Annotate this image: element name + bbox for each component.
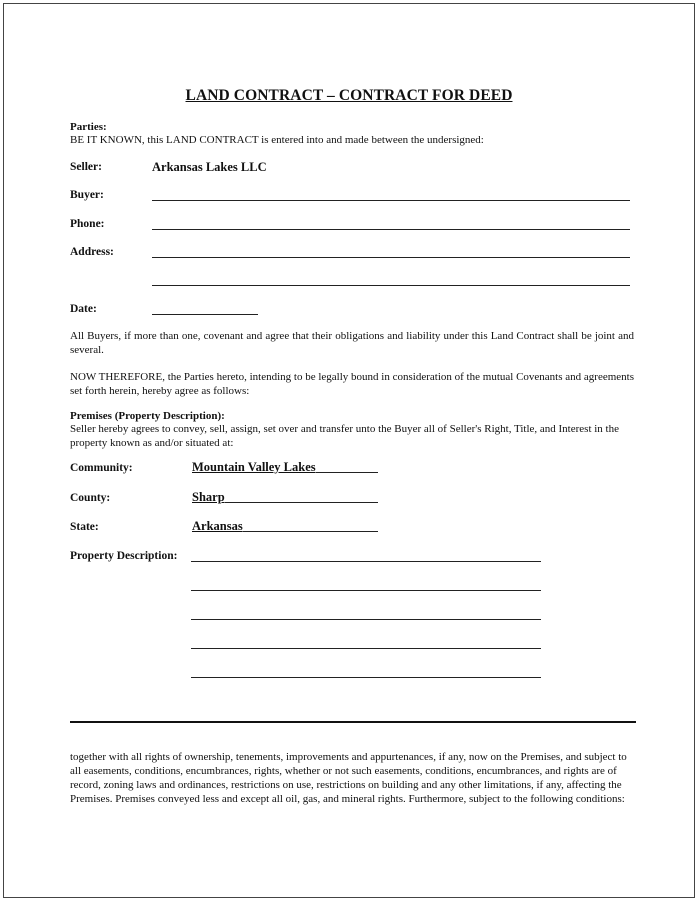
now-therefore-paragraph: NOW THEREFORE, the Parties hereto, intending to be legally bound in consideration of the mutual Covenants and agreements set forth herein, hereby agree as follows: [70,371,634,397]
county-value: Sharp [192,490,225,504]
date-blank-line[interactable] [152,314,258,315]
parties-intro: BE IT KNOWN, this LAND CONTRACT is entered into and made between the undersigned: [70,134,484,146]
document-page [3,3,695,898]
address-blank-line-1[interactable] [152,257,630,258]
state-field [192,519,378,534]
seller-value: Arkansas Lakes LLC [152,160,267,174]
county-blank-fill [225,502,378,503]
phone-label: Phone: [70,218,105,230]
phone-blank-line[interactable] [152,229,630,230]
property-description-line-5[interactable] [191,677,541,678]
premises-heading: Premises (Property Description): [70,410,225,422]
property-description-line-3[interactable] [191,619,541,620]
seller-label: Seller: [70,161,102,173]
joint-liability-paragraph: All Buyers, if more than one, covenant and agree that their obligations and liability under this Land Contract shall be joint and several. [70,330,634,356]
state-value: Arkansas [192,519,243,533]
section-divider [70,721,636,723]
state-blank-fill [243,531,378,532]
property-description-line-2[interactable] [191,590,541,591]
address-label: Address: [70,246,114,258]
state-label: State: [70,521,99,533]
premises-paragraph: Seller hereby agrees to convey, sell, assign, set over and transfer unto the Buyer all of Seller's Right, Title, and Interest in the property known as and/or situated at: [70,423,619,449]
community-field [192,460,378,475]
buyer-blank-line[interactable] [152,200,630,201]
property-description-line-1[interactable] [191,561,541,562]
parties-heading: Parties: [70,121,107,133]
date-label: Date: [70,303,97,315]
county-label: County: [70,492,111,504]
address-blank-line-2[interactable] [152,285,630,286]
community-label: Community: [70,462,133,474]
property-description-label: Property Description: [70,550,178,562]
property-description-line-4[interactable] [191,648,541,649]
buyer-label: Buyer: [70,189,104,201]
community-value: Mountain Valley Lakes [192,460,316,474]
community-blank-fill [316,472,378,473]
closing-paragraph: together with all rights of ownership, tenements, improvements and appurtenances, if any, now on the Premises, and subject to all easements, conditions, encumbrances, rights, whether or not such easements, conditions, encumbrances, and rights are of record, zoning laws and ordinances, restrictions on use, restrictions on building and any other limitations, if any, affecting the Premises. Premises conveyed less and except all oil, gas, and mineral rights. Furthermore, subject to the following conditions: [70,751,627,805]
county-field [192,490,378,505]
document-title: LAND CONTRACT – CONTRACT FOR DEED [185,87,513,104]
